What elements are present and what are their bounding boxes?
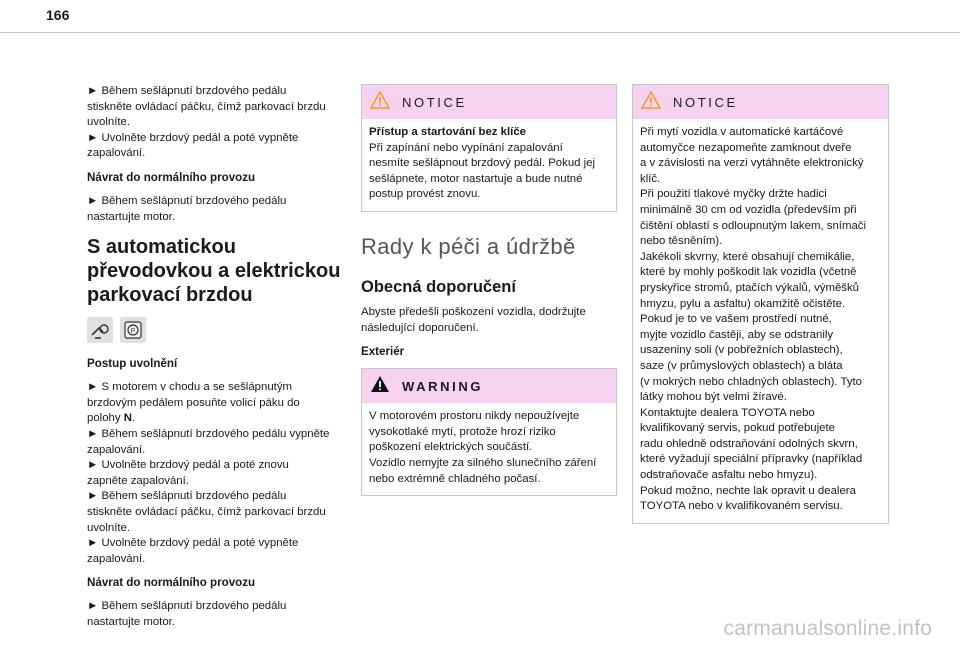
text-line: Při mytí vozidla v automatické kartáčové — [640, 126, 844, 138]
text-line: radu ohledně odstraňování odolných skvrn, — [640, 437, 858, 450]
notice-text — [640, 125, 880, 515]
text-line: klíč. — [640, 172, 661, 185]
text-line: Kontaktujte dealera TOYOTA nebo — [640, 406, 815, 419]
text-line — [87, 411, 344, 427]
text-line: zapalování. — [87, 443, 146, 456]
heading-line: S automatickou — [87, 236, 236, 259]
general-recommendations-title: Obecná doporučení — [361, 277, 516, 296]
notice-title: NOTICE — [402, 94, 467, 110]
brake-pedal-icon — [87, 317, 113, 343]
text-line: vysokotlaké mytí, protože hrozí riziko — [369, 425, 556, 438]
text-line: nastartujte motor. — [87, 210, 176, 223]
text-line: ► Během sešlápnutí brzdového pedálu — [87, 600, 287, 613]
text-line: automyčce nezapomeňte zamknout dveře — [640, 141, 852, 154]
text-line: Vozidlo nemyjte za silného slunečního záření — [369, 456, 597, 469]
warning-box — [361, 368, 617, 496]
warning-text — [369, 409, 608, 487]
text-line: ► Během sešlápnutí brzdového pedálu — [87, 85, 287, 97]
text-line: nebo extrémně chladného počasí. — [369, 472, 541, 485]
text-line: které vyžadují speciální přípravky (například — [640, 453, 863, 466]
text-line: látky mohou být velmi žíravé. — [640, 391, 787, 404]
column-middle — [361, 84, 617, 506]
notice-text — [369, 125, 608, 203]
return-normal-text — [87, 194, 344, 225]
text-fragment: polohy — [87, 412, 124, 425]
text-line: Abyste předešli poškození vozidla, dodržujte — [361, 305, 586, 318]
text-line: kvalifikovaný servis, pokud potřebujete — [640, 422, 836, 435]
notice-box-keyless — [361, 84, 617, 212]
text-line: postup provést znovu. — [369, 188, 481, 201]
text-line: nastartujte motor. — [87, 615, 176, 628]
text-line: usazeniny soli (v pobřežních oblastech), — [640, 344, 843, 357]
text-line: ► Během sešlápnutí brzdového pedálu vypněte — [87, 427, 330, 440]
text-line: poškození elektrických součástí. — [369, 441, 533, 454]
text-line: stiskněte ovládací páčku, čímž parkovací brzdu — [87, 505, 326, 518]
icon-row — [87, 317, 344, 343]
text-line: Pokud možno, nechte lak opravit u dealera — [640, 484, 856, 497]
subheading-return-normal-2: Návrat do normálního provozu — [87, 576, 256, 590]
text-line: Při použití tlakové myčky držte hadici — [640, 188, 827, 201]
exterior-subheading: Exteriér — [361, 345, 405, 359]
text-line: Jakékoli skvrny, které obsahují chemikálie, — [640, 250, 855, 263]
text-line: odstraňovače asfaltu nebo hmyzu). — [640, 469, 818, 482]
notice-body — [362, 119, 616, 211]
text-line: ► Uvolněte brzdový pedál a poté vypněte — [87, 131, 299, 144]
text-line: ► Uvolněte brzdový pedál a poté vypněte — [87, 537, 299, 550]
text-line: Pokud je to ve vašem prostředí nutné, — [640, 313, 832, 326]
text-line: ► Během sešlápnutí brzdového pedálu — [87, 194, 287, 207]
text-line: ► Během sešlápnutí brzdového pedálu — [87, 490, 287, 503]
text-line: následující doporučení. — [361, 321, 479, 334]
notice-body — [633, 119, 888, 523]
text-line: nebo těsněním). — [640, 235, 723, 248]
text-line: a v závislosti na verzi vytáhněte elektronický — [640, 157, 864, 170]
column-right — [632, 84, 889, 534]
notice-header — [633, 85, 888, 119]
warning-header — [362, 369, 616, 403]
notice-title: NOTICE — [673, 94, 738, 110]
text-line: čištění oblastí s odloupnutým lakem, snímači — [640, 219, 867, 232]
warning-triangle-icon — [370, 91, 390, 114]
notice-bold-line: Přístup a startování bez klíče — [369, 126, 526, 138]
care-section-title: Rady k péči a údržbě — [361, 233, 576, 259]
subheading-release: Postup uvolnění — [87, 357, 178, 371]
text-line: sešlápnete, motor nastartuje a bude nutné — [369, 172, 583, 185]
text-line: TOYOTA nebo v kvalifikovaném servisu. — [640, 500, 843, 513]
gear-position: N — [123, 412, 132, 425]
text-line: saze (v průmyslových oblastech) a bláta — [640, 359, 843, 372]
text-line: stiskněte ovládací páčku, čímž parkovací brzdu — [87, 100, 326, 113]
text-line: nesmíte sešlápnout brzdový pedál. Pokud jej — [369, 157, 596, 170]
text-line: V motorovém prostoru nikdy nepoužívejte — [369, 410, 580, 423]
text-line: myjte vozidlo častěji, aby se odstranily — [640, 328, 834, 341]
text-line: ► Uvolněte brzdový pedál a poté znovu — [87, 459, 289, 472]
text-line: Při zapínání nebo vypínání zapalování — [369, 141, 563, 154]
text-line: brzdovým pedálem posuňte volicí páku do — [87, 396, 300, 409]
text-line: zapalování. — [87, 552, 146, 565]
top-divider — [0, 32, 960, 33]
warning-body — [362, 403, 616, 495]
text-line: zapněte zapalování. — [87, 474, 189, 487]
text-line: zapalování. — [87, 147, 146, 160]
warning-title: WARNING — [402, 378, 484, 394]
release-steps — [87, 380, 344, 567]
text-line: které by mohly poškodit lak vozidla (včetně — [640, 266, 857, 279]
text-line: uvolníte. — [87, 521, 131, 534]
return-normal-text-2 — [87, 599, 344, 630]
heading-line: převodovkou a elektrickou — [87, 260, 341, 283]
parking-brake-icon — [120, 317, 146, 343]
text-line: pryskyřice stromů, ptačích výkalů, výměšků — [640, 281, 860, 294]
column-left — [87, 84, 344, 638]
text-fragment: . — [131, 412, 136, 425]
heading-line: parkovací brzdou — [87, 284, 253, 307]
intro-paragraph — [87, 84, 344, 162]
text-line: uvolníte. — [87, 116, 131, 129]
warning-filled-icon — [370, 375, 390, 398]
recommendations-intro — [361, 305, 617, 336]
subheading-return-normal: Návrat do normálního provozu — [87, 170, 256, 184]
text-line: (v mokrých nebo chladných oblastech). Tyto — [640, 375, 863, 388]
notice-header — [362, 85, 616, 119]
notice-box-washing — [632, 84, 889, 524]
warning-triangle-icon — [641, 91, 661, 114]
text-line: ► S motorem v chodu a se sešlápnutým — [87, 381, 293, 394]
page-number: 166 — [46, 7, 70, 23]
watermark: carmanualsonline.info — [723, 617, 932, 640]
section-heading — [87, 235, 344, 307]
text-line: hmyzu, pylu a asfaltu) okamžitě očistěte. — [640, 297, 846, 310]
text-line: minimálně 30 cm od vozidla (především při — [640, 203, 857, 216]
svg-text:P: P — [130, 328, 136, 336]
